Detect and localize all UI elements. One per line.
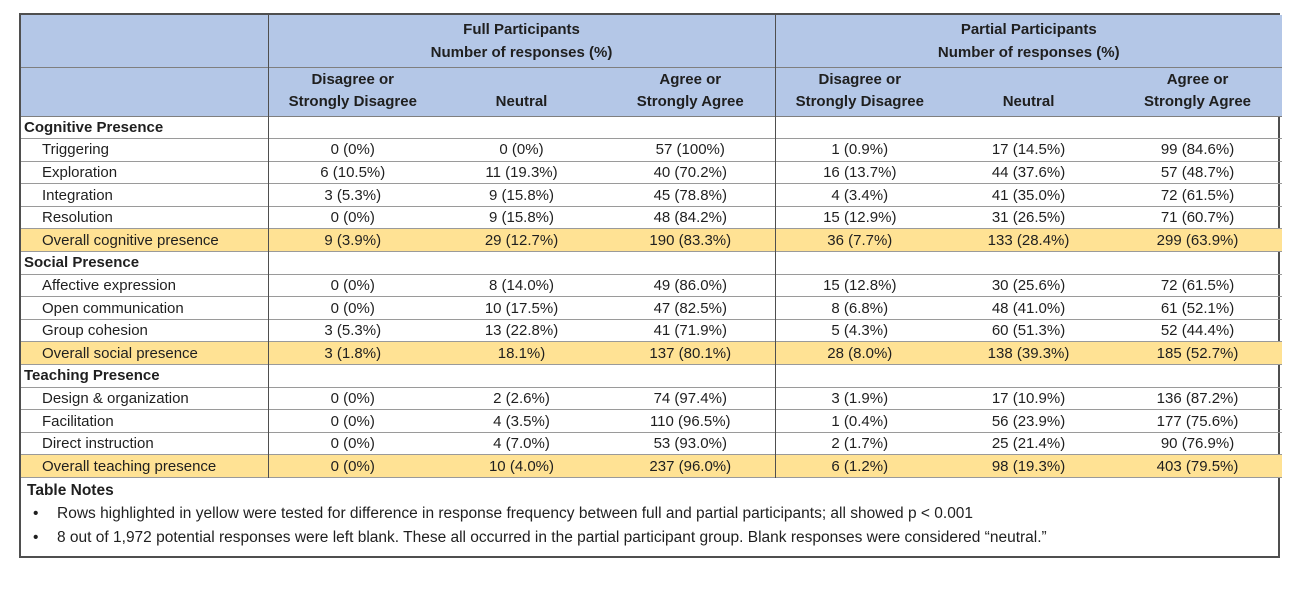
cell: 10 (17.5%)	[484, 299, 559, 317]
cell	[606, 116, 775, 139]
row-label: Group cohesion	[42, 322, 148, 340]
cell: 53 (93.0%)	[653, 435, 727, 453]
cell: 6 (1.2%)	[775, 455, 944, 478]
cell: 56 (23.9%)	[991, 412, 1066, 430]
row-label: Triggering	[42, 141, 109, 159]
cell: 52 (44.4%)	[1160, 322, 1235, 340]
cell	[775, 365, 944, 388]
cell	[1113, 365, 1282, 388]
table-row	[21, 319, 1282, 342]
row-label: Resolution	[42, 209, 113, 227]
col-header-full-neutral	[437, 67, 606, 116]
col-header-full-agree	[606, 67, 775, 116]
column-header-row	[21, 67, 1282, 116]
row-label: Integration	[42, 186, 113, 204]
cell: 1 (0.4%)	[775, 410, 944, 433]
group-title-full: Full Participants	[463, 20, 580, 38]
row-label: Facilitation	[42, 412, 114, 430]
cell	[775, 116, 944, 139]
cell: 8 (6.8%)	[775, 297, 944, 320]
col-header-partial-disagree	[775, 67, 944, 116]
group-header-full	[268, 15, 775, 67]
cell: 13 (22.8%)	[484, 322, 559, 340]
table-row	[21, 274, 1282, 297]
cell: 74 (97.4%)	[653, 389, 727, 407]
row-label: Overall social presence	[21, 342, 268, 365]
cell: 177 (75.6%)	[1156, 412, 1239, 430]
cell: 0 (0%)	[268, 432, 437, 455]
cell: 403 (79.5%)	[1113, 455, 1282, 478]
cell: 137 (80.1%)	[606, 342, 775, 365]
cell: 31 (26.5%)	[991, 209, 1066, 227]
cell: 11 (19.3%)	[485, 163, 558, 181]
cell: 4 (3.5%)	[493, 412, 550, 430]
cell	[944, 365, 1113, 388]
cell: 299 (63.9%)	[1113, 229, 1282, 252]
col-header-line: Strongly Agree	[1144, 92, 1252, 110]
col-header-line: Strongly Disagree	[288, 92, 417, 110]
col-header-line: Agree or	[1166, 70, 1229, 88]
cell: 4 (3.4%)	[775, 184, 944, 207]
row-label: Affective expression	[42, 276, 176, 294]
col-header-line: Strongly Disagree	[795, 92, 924, 110]
col-header-partial-neutral	[944, 67, 1113, 116]
cell	[268, 365, 437, 388]
cell: 3 (1.8%)	[268, 342, 437, 365]
cell: 6 (10.5%)	[268, 161, 437, 184]
cell: 0 (0%)	[268, 455, 437, 478]
group-header-partial	[775, 15, 1282, 67]
cell: 99 (84.6%)	[1160, 141, 1235, 159]
cell: 9 (3.9%)	[268, 229, 437, 252]
cell: 3 (5.3%)	[268, 184, 437, 207]
cell: 0 (0%)	[268, 206, 437, 229]
cell: 185 (52.7%)	[1113, 342, 1282, 365]
cell: 2 (1.7%)	[775, 432, 944, 455]
cell: 60 (51.3%)	[991, 322, 1066, 340]
cell: 2 (2.6%)	[493, 389, 550, 407]
cell: 98 (19.3%)	[944, 455, 1113, 478]
cell: 0 (0%)	[268, 387, 437, 410]
bullet-icon: •	[33, 529, 39, 546]
cell	[775, 252, 944, 275]
cell: 3 (5.3%)	[268, 319, 437, 342]
cell: 8 (14.0%)	[488, 276, 555, 294]
section-title: Cognitive Presence	[24, 118, 164, 136]
results-table-container	[19, 13, 1280, 558]
col-header-line: Disagree or	[311, 70, 395, 88]
cell	[606, 365, 775, 388]
col-header-line: Strongly Agree	[636, 92, 744, 110]
cell: 1 (0.9%)	[775, 139, 944, 162]
cell: 0 (0%)	[268, 139, 437, 162]
cell	[437, 252, 606, 275]
cell: 5 (4.3%)	[775, 319, 944, 342]
cell: 29 (12.7%)	[437, 229, 606, 252]
table-notes-title: Table Notes	[27, 482, 114, 499]
cell: 9 (15.8%)	[488, 209, 555, 227]
table-header	[21, 15, 1282, 116]
cell: 48 (84.2%)	[653, 209, 727, 227]
corner-cell-2	[21, 67, 268, 116]
cell: 71 (60.7%)	[1160, 209, 1235, 227]
group-subtitle-partial: Number of responses (%)	[937, 43, 1120, 61]
col-header-line: Neutral	[495, 92, 548, 110]
table-row	[21, 387, 1282, 410]
cell	[1113, 116, 1282, 139]
cell: 57 (100%)	[655, 141, 725, 159]
bullet-icon: •	[33, 505, 39, 522]
row-label: Overall teaching presence	[21, 455, 268, 478]
cell: 15 (12.9%)	[775, 206, 944, 229]
table-row	[21, 410, 1282, 433]
cell: 41 (71.9%)	[653, 322, 727, 340]
cell: 17 (10.9%)	[991, 389, 1066, 407]
corner-cell	[21, 15, 268, 67]
cell: 36 (7.7%)	[775, 229, 944, 252]
cell: 10 (4.0%)	[437, 455, 606, 478]
cell: 30 (25.6%)	[991, 276, 1066, 294]
cell	[944, 252, 1113, 275]
row-label: Direct instruction	[42, 435, 154, 453]
note-item	[27, 526, 1272, 550]
cell: 40 (70.2%)	[653, 163, 727, 181]
cell	[1113, 252, 1282, 275]
cell: 0 (0%)	[499, 141, 544, 159]
table-row	[21, 184, 1282, 207]
cell: 16 (13.7%)	[775, 161, 944, 184]
group-header-row	[21, 15, 1282, 67]
note-item	[27, 502, 1272, 526]
section-title: Teaching Presence	[24, 367, 160, 385]
table-row	[21, 206, 1282, 229]
cell	[268, 252, 437, 275]
cell: 18.1%)	[437, 342, 606, 365]
cell: 15 (12.8%)	[775, 274, 944, 297]
cell: 25 (21.4%)	[991, 435, 1066, 453]
group-title-partial: Partial Participants	[960, 20, 1097, 38]
cell: 136 (87.2%)	[1156, 389, 1239, 407]
row-label: Overall cognitive presence	[21, 229, 268, 252]
cell: 41 (35.0%)	[991, 186, 1066, 204]
section-header-row	[21, 116, 1282, 139]
cell: 72 (61.5%)	[1160, 276, 1235, 294]
cell: 57 (48.7%)	[1160, 163, 1235, 181]
col-header-partial-agree	[1113, 67, 1282, 116]
cell: 4 (7.0%)	[493, 435, 550, 453]
table-row	[21, 297, 1282, 320]
results-table	[21, 15, 1282, 478]
cell: 237 (96.0%)	[606, 455, 775, 478]
row-label: Design & organization	[42, 389, 189, 407]
table-row-highlighted	[21, 455, 1282, 478]
col-header-line	[437, 69, 606, 91]
cell: 48 (41.0%)	[991, 299, 1066, 317]
table-row-highlighted	[21, 229, 1282, 252]
cell: 90 (76.9%)	[1160, 435, 1235, 453]
col-header-line: Disagree or	[818, 70, 902, 88]
cell	[437, 365, 606, 388]
table-row	[21, 139, 1282, 162]
cell	[606, 252, 775, 275]
cell: 138 (39.3%)	[944, 342, 1113, 365]
table-row	[21, 432, 1282, 455]
cell: 17 (14.5%)	[991, 141, 1066, 159]
cell: 44 (37.6%)	[991, 163, 1066, 181]
cell: 72 (61.5%)	[1160, 186, 1235, 204]
table-row-highlighted	[21, 342, 1282, 365]
cell: 61 (52.1%)	[1160, 299, 1235, 317]
note-text: Rows highlighted in yellow were tested for difference in response frequency between full and partial participants; all showed p < 0.001	[57, 505, 974, 522]
cell: 0 (0%)	[268, 297, 437, 320]
col-header-full-disagree	[268, 67, 437, 116]
cell: 45 (78.8%)	[653, 186, 727, 204]
cell: 0 (0%)	[268, 274, 437, 297]
cell: 47 (82.5%)	[653, 299, 727, 317]
cell: 190 (83.3%)	[606, 229, 775, 252]
cell: 28 (8.0%)	[775, 342, 944, 365]
cell	[268, 116, 437, 139]
col-header-line: Agree or	[659, 70, 722, 88]
cell: 0 (0%)	[268, 410, 437, 433]
table-notes	[21, 478, 1278, 556]
cell	[437, 116, 606, 139]
note-text: 8 out of 1,972 potential responses were left blank. These all occurred in the partial participant group. Blank responses were considered “neutral.”	[57, 529, 1047, 546]
table-row	[21, 161, 1282, 184]
row-label: Open communication	[42, 299, 184, 317]
cell: 133 (28.4%)	[944, 229, 1113, 252]
section-title: Social Presence	[24, 254, 140, 272]
section-header-row	[21, 252, 1282, 275]
group-subtitle-full: Number of responses (%)	[430, 43, 613, 61]
cell: 9 (15.8%)	[488, 186, 555, 204]
cell: 3 (1.9%)	[775, 387, 944, 410]
cell	[944, 116, 1113, 139]
col-header-line: Neutral	[1002, 92, 1055, 110]
col-header-line	[944, 69, 1113, 91]
section-header-row	[21, 365, 1282, 388]
cell: 110 (96.5%)	[649, 412, 731, 430]
cell: 49 (86.0%)	[653, 276, 727, 294]
row-label: Exploration	[42, 163, 118, 181]
